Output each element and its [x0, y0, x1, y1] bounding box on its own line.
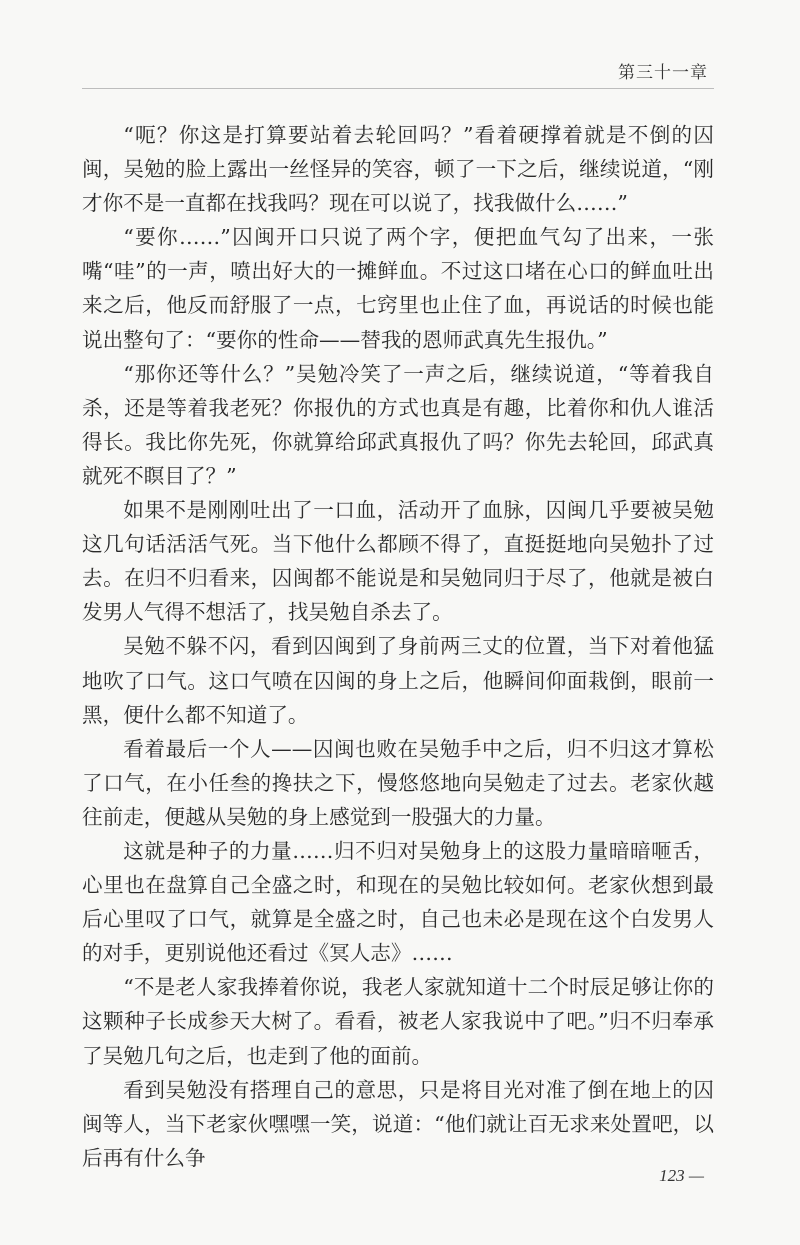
paragraph: “那你还等什么？”吴勉冷笑了一声之后，继续说道，“等着我自杀，还是等着我老死？你报仇的方式也真是有趣，比着你和仇人谁活得长。我比你先死，你就算给邱武真报仇了吗？你先去轮回，邱武真就死不瞑目了？” [82, 361, 714, 488]
chapter-running-header: 第三十一章 [618, 63, 708, 83]
paragraph: 如果不是刚刚吐出了一口血，活动开了血脉，囚闽几乎要被吴勉这几句话活活气死。当下他什么都顾不得了，直挺挺地向吴勉扑了过去。在归不归看来，囚闽都不能说是和吴勉同归于尽了，他就是被白发男人气得不想活了，找吴勉自杀去了。 [82, 498, 714, 625]
paragraph: 看着最后一个人——囚闽也败在吴勉手中之后，归不归这才算松了口气，在小任叁的搀扶之下，慢悠悠地向吴勉走了过去。老家伙越往前走，便越从吴勉的身上感觉到一股强大的力量。 [82, 736, 714, 829]
paragraph: 看到吴勉没有搭理自己的意思，只是将目光对准了倒在地上的囚闽等人，当下老家伙嘿嘿一笑，说道：“他们就让百无求来处置吧，以后再有什么争 [82, 1077, 714, 1170]
paragraph: “要你……”囚闽开口只说了两个字，便把血气勾了出来，一张嘴“哇”的一声，喷出好大的一摊鲜血。不过这口堵在心口的鲜血吐出来之后，他反而舒服了一点，七窍里也止住了血，再说话的时候也能说出整句了：“要你的性命——替我的恩师武真先生报仇。” [82, 225, 714, 352]
body-text [82, 118, 714, 1175]
paragraph: “呃？你这是打算要站着去轮回吗？”看着硬撑着就是不倒的囚闽，吴勉的脸上露出一丝怪异的笑容，顿了一下之后，继续说道，“刚才你不是一直都在找我吗？现在可以说了，找我做什么……” [82, 123, 714, 216]
header-rule [82, 88, 714, 89]
paragraph: 吴勉不躲不闪，看到囚闽到了身前两三丈的位置，当下对着他猛地吹了口气。这口气喷在囚闽的身上之后，他瞬间仰面栽倒，眼前一黑，便什么都不知道了。 [82, 634, 714, 727]
paragraph: 这就是种子的力量……归不归对吴勉身上的这股力量暗暗咂舌，心里也在盘算自己全盛之时，和现在的吴勉比较如何。老家伙想到最后心里叹了口气，就算是全盛之时，自己也未必是现在这个白发男人的对手，更别说他还看过《冥人志》…… [82, 838, 714, 966]
paragraph: “不是老人家我捧着你说，我老人家就知道十二个时辰足够让你的这颗种子长成参天大树了。看看，被老人家我说中了吧。”归不归奉承了吴勉几句之后，也走到了他的面前。 [82, 975, 714, 1068]
page-number: 123 — [659, 1166, 704, 1185]
